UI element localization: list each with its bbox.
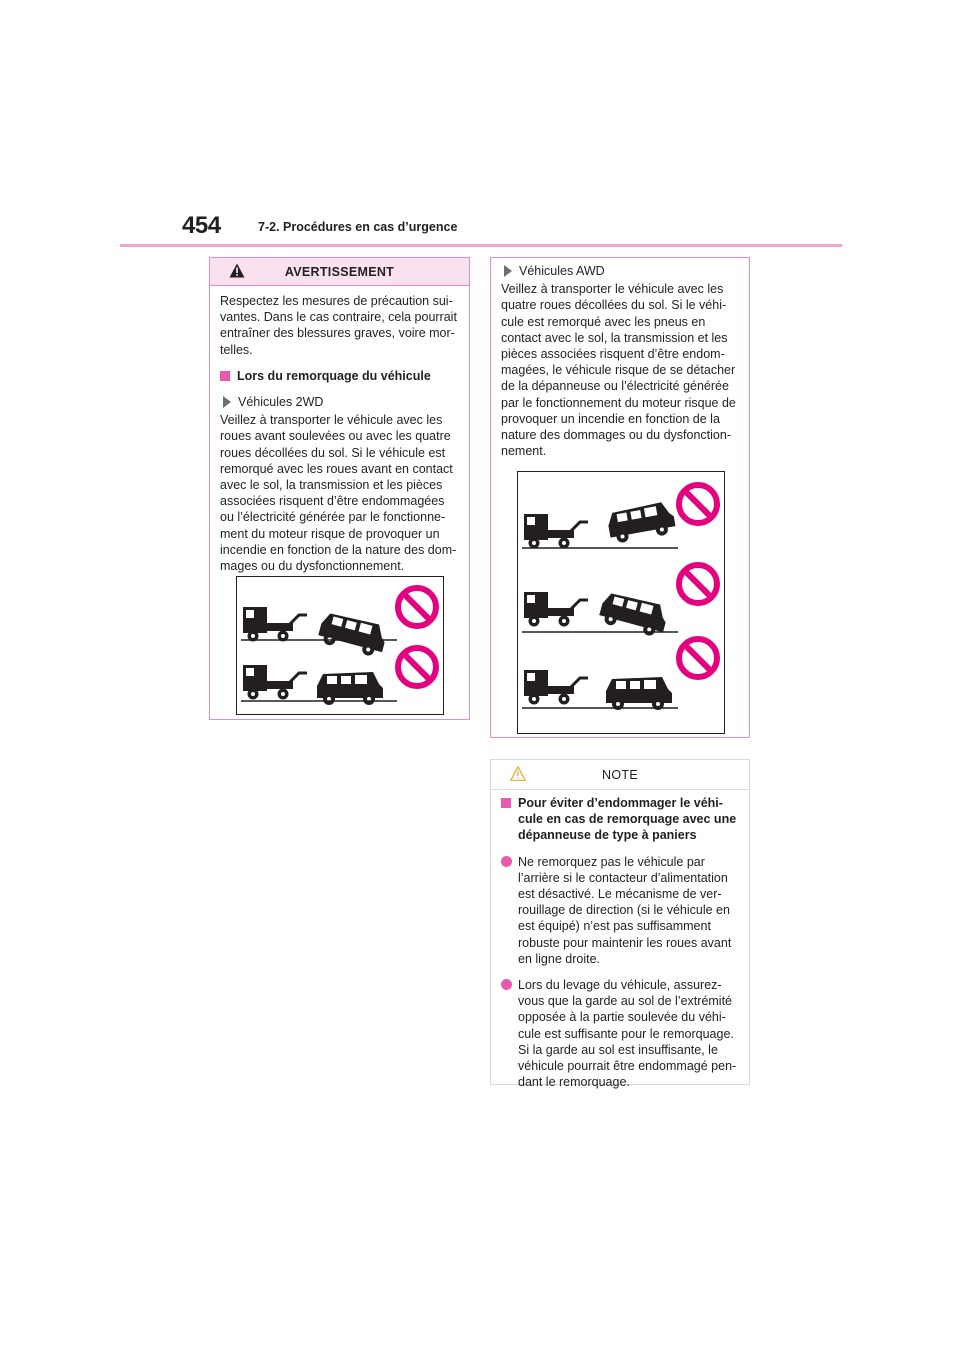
note-title: NOTE [602,768,638,782]
warning-box [209,257,470,720]
arrow-right-icon [223,396,231,408]
prohibited-icon [398,648,436,686]
prohibited-icon [679,565,717,603]
note-item: Ne remorquez pas le véhicule par l’arrière si le contacteur d’alimentation est désactivé. Le mécanisme de ver-rouillage de direction (si le véhicule en est équipé) n’est pas suffisamment robuste pour maintenir les roues avant en ligne droite. [501,854,741,967]
vehicles-2wd-text: Veillez à transporter le véhicule avec les roues avant soulevées ou avec les quatre roues décollées du sol. Si le véhicule est remorqué avec les roues avant en contact avec le sol, la transmission et les pièces associées risquent d’être endommagées ou l’électricité générée par le fonctionne-ment du moteur risque de provoquer un incendie en fonction de la nature des dom-mages ou du dysfonctionnement. [220,413,457,574]
vehicles-awd-text: Veillez à transporter le véhicule avec les quatre roues décollées du sol. Si le véhi-cule est remorqué avec les pneus en contact avec le sol, la transmission et les pièces associées risquent d’être endom-magées, le véhicule risque de se détacher de la dépanneuse ou l’électricité générée par le fonctionnement du moteur risque de provoquer un incendie en fonction de la nature des dommages ou du dysfonction-nement. [501,282,736,459]
warning-box-continued [490,257,750,738]
warning-subheading: Lors du remorquage du véhicule [220,368,461,384]
note-content [491,795,751,1090]
prohibited-icon [679,639,717,677]
prohibited-icon [398,588,436,626]
awd-content [491,263,751,459]
header-rule [120,244,842,247]
vehicles-awd-label: Véhicules AWD [501,263,741,279]
vehicles-2wd-label: Véhicules 2WD [220,394,461,410]
warning-title: AVERTISSEMENT [284,265,395,279]
towing-awd-illustration [517,471,725,734]
note-box [490,759,750,1090]
warning-content [210,293,471,574]
warning-header [210,258,469,286]
square-bullet-icon [501,798,511,808]
section-title: 7-2. Procédures en cas d’urgence [258,220,458,234]
circle-bullet-icon [501,979,512,990]
note-header [491,760,749,790]
square-bullet-icon [220,371,230,381]
page-number: 454 [182,212,221,239]
note-subheading: Pour éviter d’endommager le véhi-cule en cas de remorquage avec une dépanneuse de type à paniers [501,795,741,844]
towing-2wd-illustration [236,576,444,715]
tow-truck-icon [243,607,307,642]
arrow-right-icon [504,265,512,277]
prohibited-icon [679,485,717,523]
circle-bullet-icon [501,856,512,867]
warning-intro: Respectez les mesures de précaution sui-vantes. Dans le cas contraire, cela pourrait entraîner des blessures graves, voire mor-telles. [220,294,457,357]
note-item: Lors du levage du véhicule, assurez-vous que la garde au sol de l’extrémité opposée à la partie soulevée du véhi-cule est suffisante pour le remorquage. Si la garde au sol est insuffisante, le véhicule pourrait être endommagé pen-dant le remorquage. [501,977,741,1090]
